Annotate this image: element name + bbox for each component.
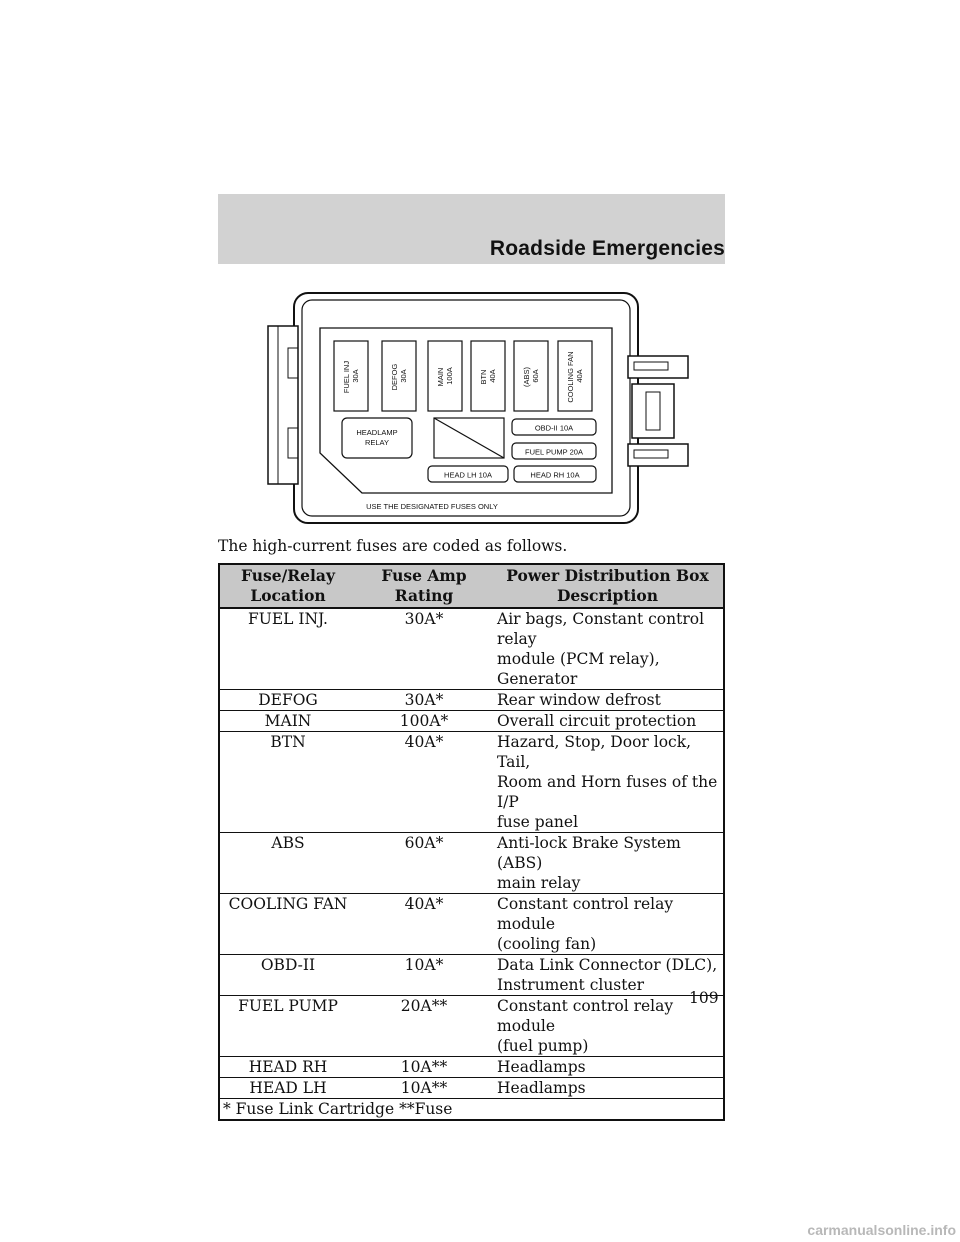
table-row: [219, 690, 724, 711]
description-line: Rear window defrost: [497, 691, 661, 709]
cell-location: MAIN: [219, 711, 356, 732]
cell-rating: 30A*: [356, 608, 492, 690]
right-connector-bottom: [628, 444, 688, 466]
cell-description: [492, 1078, 724, 1099]
cell-location: FUEL INJ.: [219, 608, 356, 690]
cell-location: ABS: [219, 833, 356, 894]
fuse-fuel-pump-label: FUEL PUMP 20A: [525, 447, 583, 457]
page-number: 109: [689, 989, 719, 1007]
cell-location: HEAD RH: [219, 1057, 356, 1078]
cell-description: [492, 608, 724, 690]
cell-rating: 30A*: [356, 690, 492, 711]
cell-rating: 20A**: [356, 996, 492, 1057]
fuse-head-rh-label: HEAD RH 10A: [530, 470, 580, 480]
description-line: (fuel pump): [497, 1037, 589, 1055]
cell-rating: 100A*: [356, 711, 492, 732]
description-line: module (PCM relay), Generator: [497, 650, 660, 688]
cell-description: [492, 732, 724, 833]
table-row: [219, 955, 724, 996]
fuse-label-name: COOLING FAN: [566, 351, 575, 403]
svg-text:BTN 40A: [479, 367, 497, 384]
description-line: Constant control relay module: [497, 997, 674, 1035]
fuse-label-name: MAIN: [436, 367, 445, 387]
cell-description: [492, 833, 724, 894]
cell-rating: 40A*: [356, 732, 492, 833]
fuse-label-rating: 40A: [488, 369, 497, 383]
fuse-label-rating: 40A: [575, 369, 584, 383]
header-rating: Fuse Amp Rating: [356, 564, 492, 608]
header-description: Power Distribution Box Description: [492, 564, 724, 608]
cell-location: HEAD LH: [219, 1078, 356, 1099]
svg-text:MAIN 100A: [436, 366, 454, 387]
cell-location: BTN: [219, 732, 356, 833]
description-line: Room and Horn fuses of the I/P: [497, 773, 718, 811]
table-row: [219, 1078, 724, 1099]
description-line: Hazard, Stop, Door lock, Tail,: [497, 733, 692, 771]
fuse-label-rating: 30A: [399, 369, 408, 383]
description-line: Headlamps: [497, 1058, 586, 1076]
table-row: [219, 996, 724, 1057]
header-location: Fuse/Relay Location: [219, 564, 356, 608]
fuse-label-name: FUEL INJ: [342, 360, 351, 394]
cell-description: [492, 1057, 724, 1078]
left-clip: [268, 326, 298, 484]
fuse-label-name: DEFOG: [390, 363, 399, 391]
table-row: [219, 894, 724, 955]
fuse-box-diagram: [262, 288, 692, 528]
description-line: Overall circuit protection: [497, 712, 697, 730]
description-line: fuse panel: [497, 813, 579, 831]
section-header: [218, 194, 725, 264]
relay-label-line1: HEADLAMP: [356, 428, 398, 437]
intro-text: The high-current fuses are coded as follows.: [218, 537, 568, 555]
cell-description: [492, 894, 724, 955]
description-line: Instrument cluster: [497, 976, 645, 994]
fuse-label-name: BTN: [479, 369, 488, 385]
right-connector-top: [628, 356, 688, 378]
cell-rating: 10A**: [356, 1078, 492, 1099]
table-row: [219, 833, 724, 894]
cell-rating: 10A**: [356, 1057, 492, 1078]
cell-location: DEFOG: [219, 690, 356, 711]
description-line: main relay: [497, 874, 581, 892]
fuse-head-lh-label: HEAD LH 10A: [444, 470, 492, 480]
table-row: [219, 711, 724, 732]
table-row: [219, 608, 724, 690]
description-line: Anti-lock Brake System (ABS): [497, 834, 681, 872]
fuse-obd-label: OBD-II 10A: [534, 423, 574, 433]
table-row: [219, 732, 724, 833]
table-header-row: [219, 564, 724, 608]
cell-location: FUEL PUMP: [219, 996, 356, 1057]
description-line: Headlamps: [497, 1079, 586, 1097]
table-footnote-row: [219, 1099, 724, 1121]
description-line: Data Link Connector (DLC),: [497, 956, 718, 974]
cell-rating: 10A*: [356, 955, 492, 996]
description-line: Constant control relay module: [497, 895, 674, 933]
cell-location: OBD-II: [219, 955, 356, 996]
fuse-table: [218, 563, 725, 1121]
watermark: carmanualsonline.info: [807, 1222, 956, 1238]
fuse-label-rating: 60A: [531, 369, 540, 383]
section-title: Roadside Emergencies: [489, 237, 725, 260]
table-footnote: * Fuse Link Cartridge **Fuse: [219, 1099, 724, 1121]
cell-location: COOLING FAN: [219, 894, 356, 955]
description-line: Air bags, Constant control relay: [497, 610, 705, 648]
table-row: [219, 1057, 724, 1078]
description-line: (cooling fan): [497, 935, 597, 953]
fuse-label-rating: 100A: [445, 367, 454, 385]
cell-rating: 60A*: [356, 833, 492, 894]
cell-rating: 40A*: [356, 894, 492, 955]
fuse-label-rating: 30A: [351, 369, 360, 383]
fuse-label-name: (ABS): [522, 367, 531, 388]
cell-description: [492, 711, 724, 732]
cell-description: [492, 690, 724, 711]
fuse-warning-label: USE THE DESIGNATED FUSES ONLY: [366, 502, 498, 511]
relay-label-line2: RELAY: [364, 438, 390, 447]
